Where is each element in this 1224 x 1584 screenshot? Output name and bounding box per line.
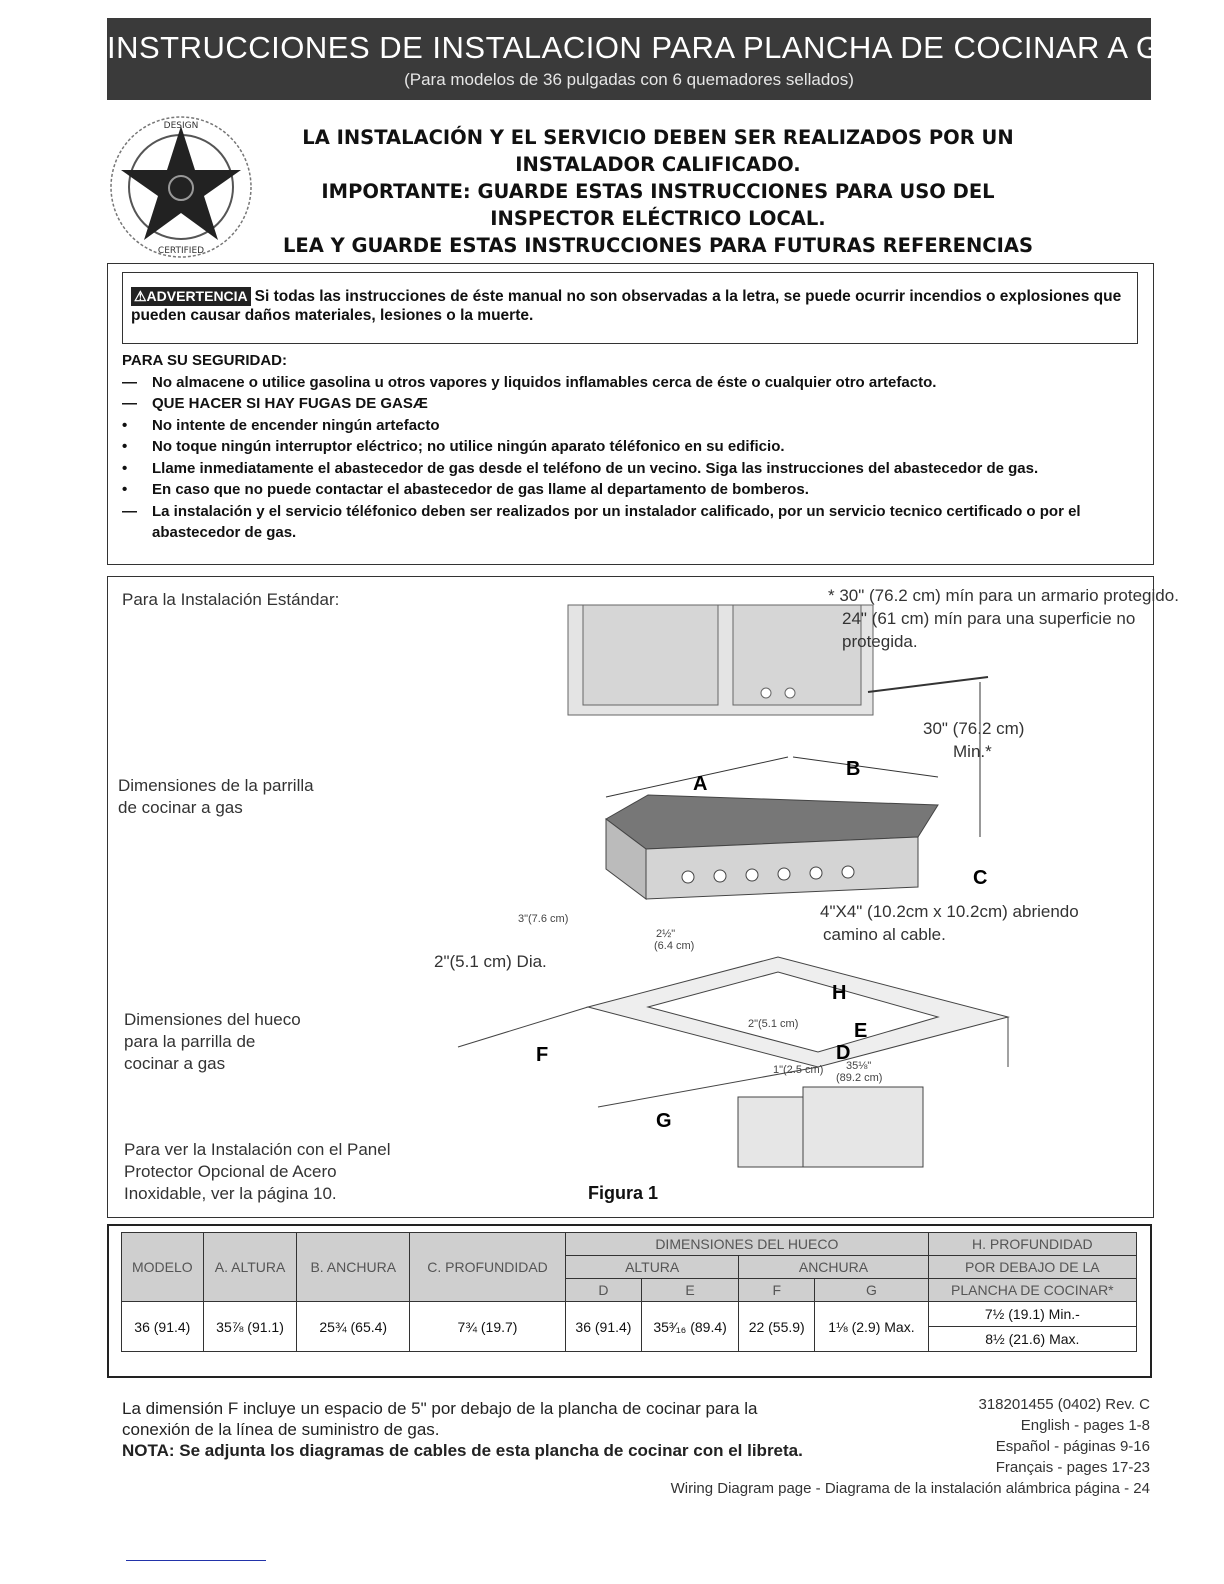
dim-label: (89.2 cm) [836,1072,883,1084]
label-line: de cocinar a gas [118,798,243,817]
page-ref: Español - páginas 9-16 [995,1438,1150,1455]
table-cell: 36 (91.4) [566,1302,642,1352]
important-headings [258,124,1058,259]
footer-rule [126,1560,266,1561]
dim-label: 30" (76.2 cm) [923,719,1025,738]
list-text: No toque ningún interruptor eléctrico; no utilice ningún aparato téléfonico en su edificio. [152,438,785,455]
dim-label: 2"(5.1 cm) [748,1018,799,1030]
list-item [122,458,1147,480]
page-title: INSTRUCCIONES DE INSTALACION PARA PLANCHA DE COCINAR A GAS [107,30,1203,65]
dim-E-label: E [854,1020,868,1042]
safety-box [107,263,1154,565]
dim-H-label: H [832,982,847,1004]
dimension-line [793,757,938,777]
table-cell: 8½ (21.6) Max. [928,1327,1136,1352]
label-line: cocinar a gas [124,1054,226,1073]
cooktop-diagram [434,586,1179,1187]
table-cell: 1⅛ (2.9) Max. [815,1302,929,1352]
safety-list [122,350,1147,544]
seal-top-text: DESIGN [163,121,199,131]
document-codes [671,1394,1150,1499]
dimension-line [868,677,988,692]
label-line: Inoxidable, ver la página 10. [124,1184,337,1203]
list-item [122,501,1147,544]
safety-title: PARA SU SEGURIDAD: [122,352,288,369]
list-marker: • [122,438,128,455]
list-item [122,393,1147,415]
dim-A-label: A [693,773,708,795]
note-line: * 30" (76.2 cm) mín para un armario protegido. [828,586,1179,605]
std-install-label: Para la Instalación Estándar: [122,590,340,609]
heading-line: INSTALADOR CALIFICADO. [515,153,801,176]
list-marker: — [122,502,137,520]
dim-B-label: B [846,758,861,780]
dim-label: 2½" [656,928,676,940]
note-line: 24" (61 cm) mín para una superficie no [842,609,1136,628]
col-header: MODELO [122,1233,204,1302]
design-certified-seal-icon [106,112,256,262]
table-cell: 7½ (19.1) Min.- [928,1302,1136,1327]
list-item [122,372,1147,394]
optional-panel-note [124,1139,391,1205]
table-cell: 22 (55.9) [739,1302,815,1352]
col-header: DIMENSIONES DEL HUECO [566,1233,929,1256]
heading-line: LA INSTALACIÓN Y EL SERVICIO DEBEN SER REALIZADOS POR UN [302,126,1014,149]
title-banner [107,18,1203,100]
hole-dims-label [124,1009,301,1075]
list-item [122,479,1147,501]
list-text: La instalación y el servicio téléfonico deben ser realizados por un instalador calificado, por un servicio tecnico certificado o por el abastecedor de gas. [152,502,1081,541]
table-cell: 35⅞ (91.1) [203,1302,297,1352]
col-header: C. PROFUNDIDAD [410,1233,566,1302]
dim-D-label: D [836,1042,851,1064]
footer-line: conexión de la línea de suministro de gas. [122,1420,440,1439]
page-subtitle: (Para modelos de 36 pulgadas con 6 quemadores sellados) [404,70,854,89]
col-header: B. ANCHURA [297,1233,410,1302]
dim-label: (6.4 cm) [654,940,695,952]
list-marker: • [122,416,128,434]
cooktop [606,795,938,899]
heading-line: IMPORTANTE: GUARDE ESTAS INSTRUCCIONES PARA USO DEL [321,180,995,203]
col-header: POR DEBAJO DE LA [928,1256,1136,1279]
table-cell: 36 (91.4) [122,1302,204,1352]
list-item [122,436,1147,458]
label-line: Protector Opcional de Acero [124,1162,337,1181]
table-row [122,1302,1137,1327]
footer-note: NOTA: Se adjunta los diagramas de cables de esta plancha de cocinar con el libreta. [122,1441,803,1460]
dimensions-table-frame [107,1224,1152,1378]
col-header: D [566,1279,642,1302]
table-cell: 7¾ (19.7) [410,1302,566,1352]
list-text: En caso que no puede contactar el abastecedor de gas llame al departamento de bomberos. [152,481,809,498]
col-header: ANCHURA [739,1256,928,1279]
list-marker: — [122,395,137,412]
list-item [122,415,1147,437]
page-ref: English - pages 1-8 [1020,1417,1150,1434]
wall-cabinet [568,605,873,715]
label-line: Para ver la Instalación con el Panel [124,1140,391,1159]
heading-line: INSPECTOR ELÉCTRICO LOCAL. [490,207,826,230]
table-cell: 35³⁄₁₆ (89.4) [641,1302,738,1352]
dim-F-label: F [536,1044,549,1066]
list-text: QUE HACER SI HAY FUGAS DE GASÆ [152,395,428,412]
dim-G-label: G [656,1110,672,1132]
label-line: Dimensiones de la parrilla [118,776,314,795]
cable-note: camino al cable. [823,925,946,944]
doc-code: 318201455 (0402) Rev. C [978,1396,1150,1413]
figure-caption: Figura 1 [588,1183,659,1203]
dim-label: 35⅛" [846,1060,872,1072]
col-header: ALTURA [566,1256,739,1279]
list-text: Llame inmediatamente el abastecedor de gas desde el teléfono de un vecino. Siga las instrucciones del abastecedor de gas. [152,459,1039,477]
dim-label: 3"(7.6 cm) [518,913,569,925]
footer-line: La dimensión F incluye un espacio de 5" por debajo de la plancha de cocinar para la [122,1399,758,1418]
list-marker: • [122,481,128,498]
col-header: F [739,1279,815,1302]
list-marker: — [122,373,137,391]
warning-text: Si todas las instrucciones de éste manual no son observadas a la letra, se puede ocurrir incendios o explosiones que pueden causar daños materiales, lesiones o la muerte. [131,288,1122,324]
grill-dims-label [118,775,314,819]
table-cell: 25¾ (65.4) [297,1302,410,1352]
label-line: para la parrilla de [124,1032,256,1051]
dim-label: 2"(5.1 cm) Dia. [434,952,547,971]
dim-label: 1"(2.5 cm) [773,1064,824,1076]
dim-label: Min.* [953,742,992,761]
seal-bottom-text: CERTIFIED [157,246,205,256]
list-marker: • [122,459,128,477]
dim-C-label: C [973,867,988,889]
col-header: PLANCHA DE COCINAR* [928,1279,1136,1302]
installation-figure [107,576,1179,1218]
label-line: Dimensiones del hueco [124,1010,301,1029]
list-text: No intente de encender ningún artefacto [152,416,440,434]
col-header: G [815,1279,929,1302]
warning-badge: ⚠ADVERTENCIA [131,287,251,306]
heading-line: LEA Y GUARDE ESTAS INSTRUCCIONES PARA FUTURAS REFERENCIAS [282,234,1033,257]
col-header: A. ALTURA [203,1233,297,1302]
list-text: No almacene o utilice gasolina u otros vapores y liquidos inflamables cerca de éste o cualquier otro artefacto. [152,373,937,391]
page-ref: Français - pages 17-23 [995,1459,1150,1476]
col-header: E [641,1279,738,1302]
dimensions-table [121,1232,1137,1352]
warning-notice [122,272,1138,344]
table-header-row [122,1233,1137,1256]
page-ref: Wiring Diagram page - Diagrama de la instalación alámbrica página - 24 [670,1480,1150,1497]
col-header: H. PROFUNDIDAD [928,1233,1136,1256]
note-line: protegida. [842,632,918,651]
cable-note: 4"X4" (10.2cm x 10.2cm) abriendo [820,902,1079,921]
